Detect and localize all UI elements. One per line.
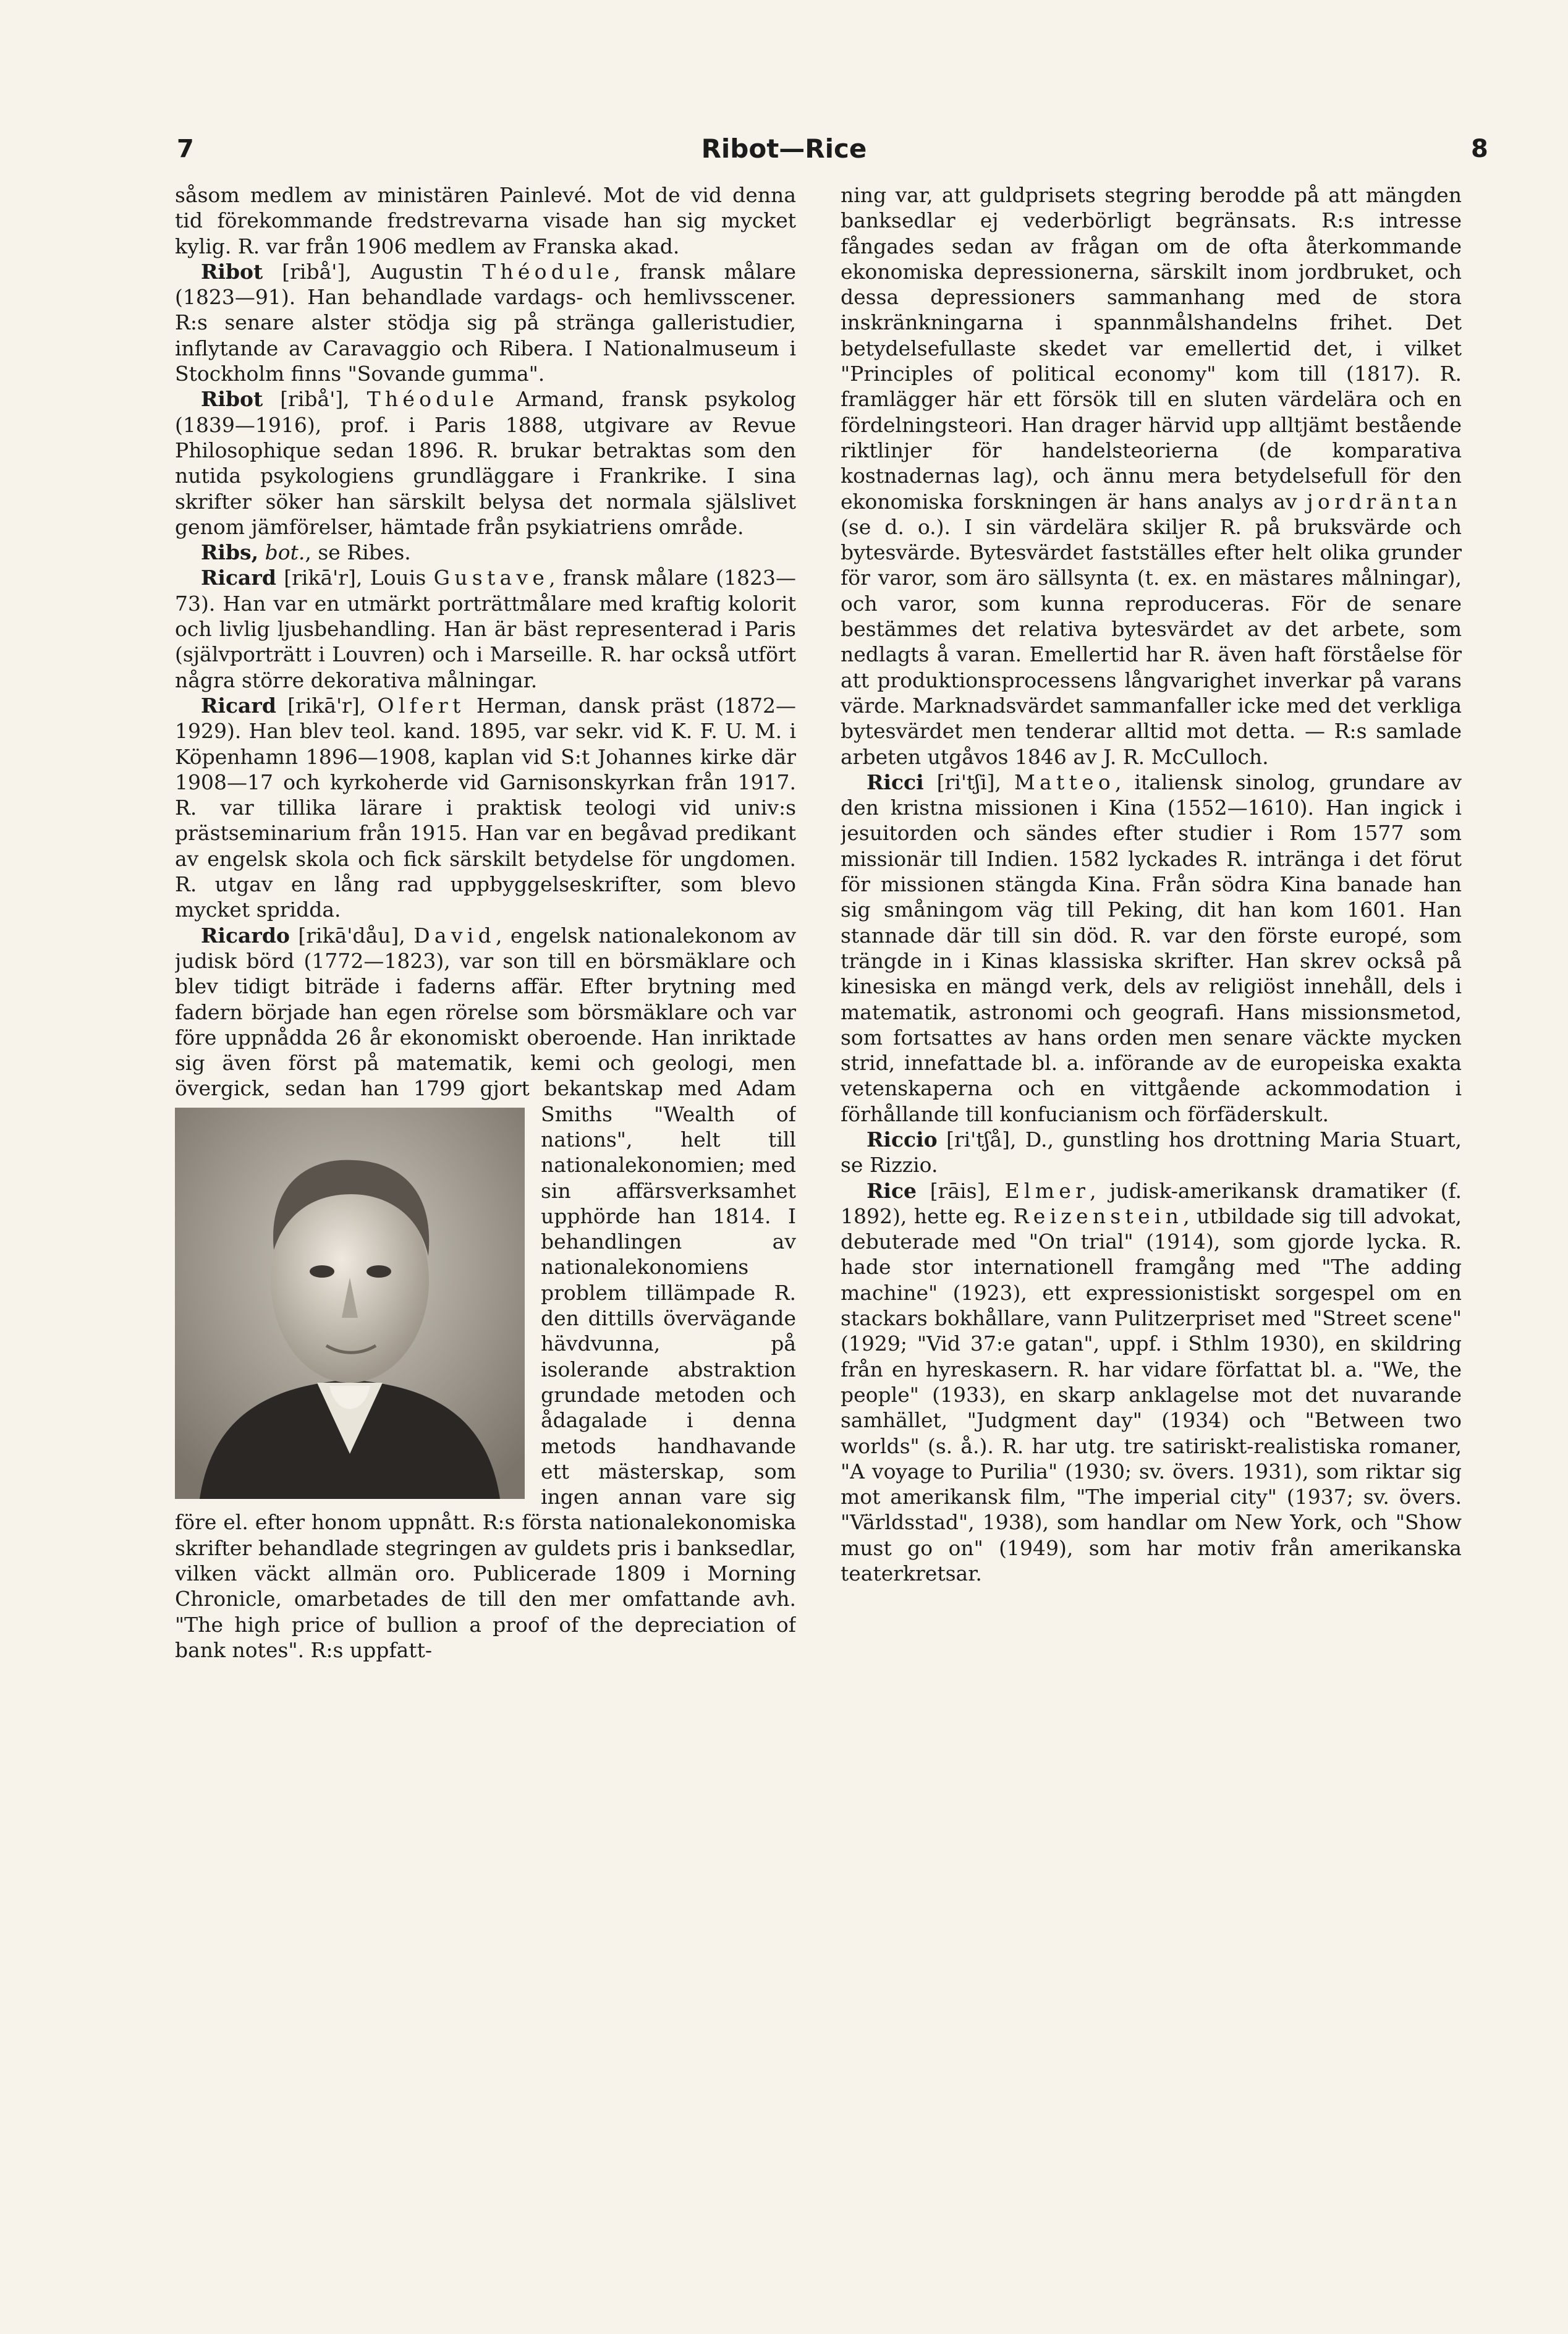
entry-spaced-name: David — [413, 923, 496, 948]
headword: Riccio — [867, 1127, 938, 1152]
headword: Ribs, — [201, 540, 259, 565]
entry-ricardo — [175, 923, 796, 1663]
entry-spaced-name: Matteo — [1014, 770, 1115, 794]
entry-pron: [rikā'r], — [276, 693, 378, 718]
entry-ricard-olfert — [175, 693, 796, 923]
entry-text: , fransk målare (1823—73). Han var en utmärkt porträttmålare med kraftig kolorit och livlig ljusbehandling. Han är bäst representerad i Paris (självporträtt i Louvren) och i Marseille. R. har också utfört några större dekorativa målningar. — [175, 566, 796, 692]
entry-text: Herman, dansk präst (1872—1929). Han blev teol. kand. 1895, var sekr. vid K. F. U. M. i Köpenhamn 1896—1908, kaplan vid S:t Johannes kirke där 1908—17 och kyrkoherde vid Garnisonskyrkan från 1917. R. var tillika lärare i praktisk teologi vid univ:s prästseminarium från 1915. Han var en begåvad predikant av engelsk skola och fick särskilt betydelse för ungdomen. R. utgav en lång rad uppbyggelseskrifter, som blevo mycket spridda. — [175, 693, 796, 922]
entry-text: Armand, fransk psykolog (1839—1916), prof. i Paris 1888, utgivare av Revue Philosophique sedan 1896. R. brukar betraktas som den nutida psykologiens grundläggare i Frankrike. I sina skrifter söker han särskilt belysa det normala själslivet genom jämförelser, hämtade från psykiatriens område. — [175, 387, 796, 539]
entry-continuation: såsom medlem av ministären Painlevé. Mot de vid denna tid förekommande fredstrevarna visade han sig mycket kylig. R. var från 1906 medlem av Franska akad. — [175, 183, 796, 258]
page-number-right: 8 — [1471, 135, 1488, 163]
entry-spaced-name: Théodule — [482, 259, 614, 284]
entry-pron: [rikā'dåu], — [289, 923, 414, 948]
page-number-left: 7 — [177, 135, 194, 163]
headword: Ricci — [867, 770, 924, 794]
headword: Ricard — [201, 693, 276, 718]
entry-spaced-name: Gustave — [433, 566, 549, 590]
entry-text: , utbildade sig till advokat, debuterade med "On trial" (1914), som gjorde lycka. R. hade stor internationell framgång med "The adding machine" (1923), ett expressionistiskt sorgespel om en stackars bokhållare, vann Pulitzerpriset med "Street scene" (1929; "Vid 37:e gatan", uppf. i Sthlm 1930), en skildring från en hyreskasern. R. har vidare författat bl. a. "We, the people" (1933), en skarp anklagelse mot det nuvarande samhället, "Judgment day" (1934) och "Between two worlds" (s. å.). R. har utg. tre satiriskt-realistiska romaner, "A voyage to Purilia" (1930; sv. övers. 1931), som riktar sig mot amerikansk film, "The imperial city" (1937; sv. övers. "Världsstad", 1938), som handlar om New York, och "Show must go on" (1949), som har motiv från amerikanska teaterkretsar. — [841, 1203, 1462, 1586]
entry-text: [ri'tʃå], D., gunstling hos drottning Maria Stuart, se Rizzio. — [841, 1127, 1462, 1178]
portrait-image — [175, 1108, 525, 1499]
entry-pron: [ribå'], — [263, 387, 367, 412]
column-left — [175, 182, 796, 2272]
entry-ricci — [841, 770, 1462, 1127]
headword: Ricardo — [201, 923, 290, 948]
entry-pron: [rāis], — [917, 1178, 1005, 1203]
entry-text: , engelsk nationalekonom av judisk börd (1772—1823), var son till en börsmäklare och blev tidigt biträde i faderns affär. Efter brytning med fadern började han egen rörelse som börsmäklare och var före uppnådda 26 år ekonomiskt oberoende. Han inriktade sig även först på matematik, kemi och geologi, men övergick, sedan han 1799 gjort bekantskap med Adam Smiths — [175, 923, 796, 1126]
entry-ribs — [175, 540, 796, 565]
entry-spaced-name: Théodule — [367, 387, 499, 412]
headword: Ricard — [201, 566, 276, 590]
entry-pron: [rikā'r], Louis — [276, 566, 434, 590]
entry-text: ning var, att guldprisets stegring berodde på att mängden banksedlar ej vederbörligt begränsats. R:s intresse fångades sedan av frågan om de ofta återkommande ekonomiska depressionerna, särskilt inom jordbruket, och dessa depressioners sammanhang med de stora inskränkningarna i spannmålshandelns frihet. Det betydelsefullaste skedet var emellertid det, i vilket "Principles of political economy" kom till (1817). R. framlägger här ett försök till en sluten värdelära och en fördelningsteori. Han drager härvid upp alltjämt bestående riktlinjer för handelsteorierna (de komparativa kostnadernas lag), och ännu mera betydelsefull för den ekonomiska forskningen är hans analys av — [841, 183, 1462, 514]
headword: Ribot — [201, 259, 263, 284]
running-head: Ribot—Rice — [701, 134, 867, 164]
entry-text: , judisk-amerikansk dramatiker (f. 1892), hette eg. — [841, 1178, 1462, 1228]
entry-ricard-louis — [175, 565, 796, 692]
entry-continuation — [841, 182, 1462, 770]
entry-spaced-name: Olfert — [377, 693, 465, 718]
entry-text-continued: "Wealth of nations", helt till nationalekonomien; med sin affärsverksamhet upphörde han 1814. I behandlingen av nationalekonomiens problem tillämpade R. den dittills övervägande hävdvunna, på isolerande abstraktion grundade metoden och ådagalade i denna metods handhavande ett mästerskap, som ingen annan vare sig före el. efter honom uppnått. R:s första nationalekonomiska skrifter behandlade stegringen av guldets pris i banksedlar, vilken väckt allmän oro. Publicerade 1809 i Morning Chronicle, omarbetades de till den mer omfattande avh. "The high price of bullion a proof of the depreciation of bank notes". R:s uppfatt- — [175, 1101, 796, 1662]
entry-text: , se Ribes. — [305, 540, 411, 565]
entry-spaced-name: Elmer — [1004, 1178, 1090, 1203]
entry-abbrev: bot. — [258, 540, 305, 565]
entry-text: , italiensk sinolog, grundare av den kristna missionen i Kina (1552—1610). Han ingick i jesuitorden och sändes efter studier i Rom 1577 som missionär till Indien. 1582 lyckades R. intränga i det förut för missionen stängda Kina. Från södra Kina banade han sig småningom väg till Peking, dit han kom 1601. Han stannade där till sin död. R. var den förste europé, som trängde in i Kinas klassiska skrifter. Han skrev också på kinesiska en mängd verk, dels av religiöst innehåll, dels i matematik, astronomi och geografi. Hans missionsmetod, som fortsattes av hans orden men senare väckte mycken strid, innefattade bl. a. införande av de europeiska exakta vetenskaperna och en vittgående ackommodation i förhållande till konfucianism och förfäderskult. — [841, 770, 1462, 1126]
entry-text: (se d. o.). I sin värdelära skiljer R. på bruksvärde och bytesvärde. Bytesvärdet fastställes efter helt olika grunder för varor, som äro sällsynta (t. ex. en mästares målningar), och varor, som kunna reproduceras. För de senare bestämmes det relativa bytesvärdet av det arbete, som nedlagts å varan. Emellertid har R. även haft förståelse för att produktionsprocessens långvarighet inverkar på varans värde. Marknadsvärdet sammanfaller icke med det verkliga bytesvärdet men tenderar alltid mot detta. — R:s samlade arbeten utgåvos 1846 av J. R. McCulloch. — [841, 514, 1462, 769]
column-right — [841, 182, 1462, 2272]
entry-riccio — [841, 1127, 1462, 1178]
entry-pron: [ribå'], Augustin — [263, 259, 483, 284]
entry-spaced-term: jordräntan — [1307, 489, 1462, 514]
headword: Ribot — [201, 387, 263, 412]
headword: Rice — [867, 1178, 917, 1203]
entry-text: , fransk målare (1823—91). Han behandlade vardags- och hemlivsscener. R:s senare alster stödja sig på stränga galleristudier, inflytande av Caravaggio och Ribera. I Nationalmuseum i Stockholm finns "Sovande gumma". — [175, 259, 796, 386]
entry-ribot-augustin — [175, 259, 796, 386]
entry-spaced-name: Reizenstein — [1013, 1203, 1184, 1228]
entry-rice — [841, 1178, 1462, 1587]
entry-pron: [ri'tʃi], — [923, 770, 1014, 794]
entry-ribot-theodule — [175, 386, 796, 540]
